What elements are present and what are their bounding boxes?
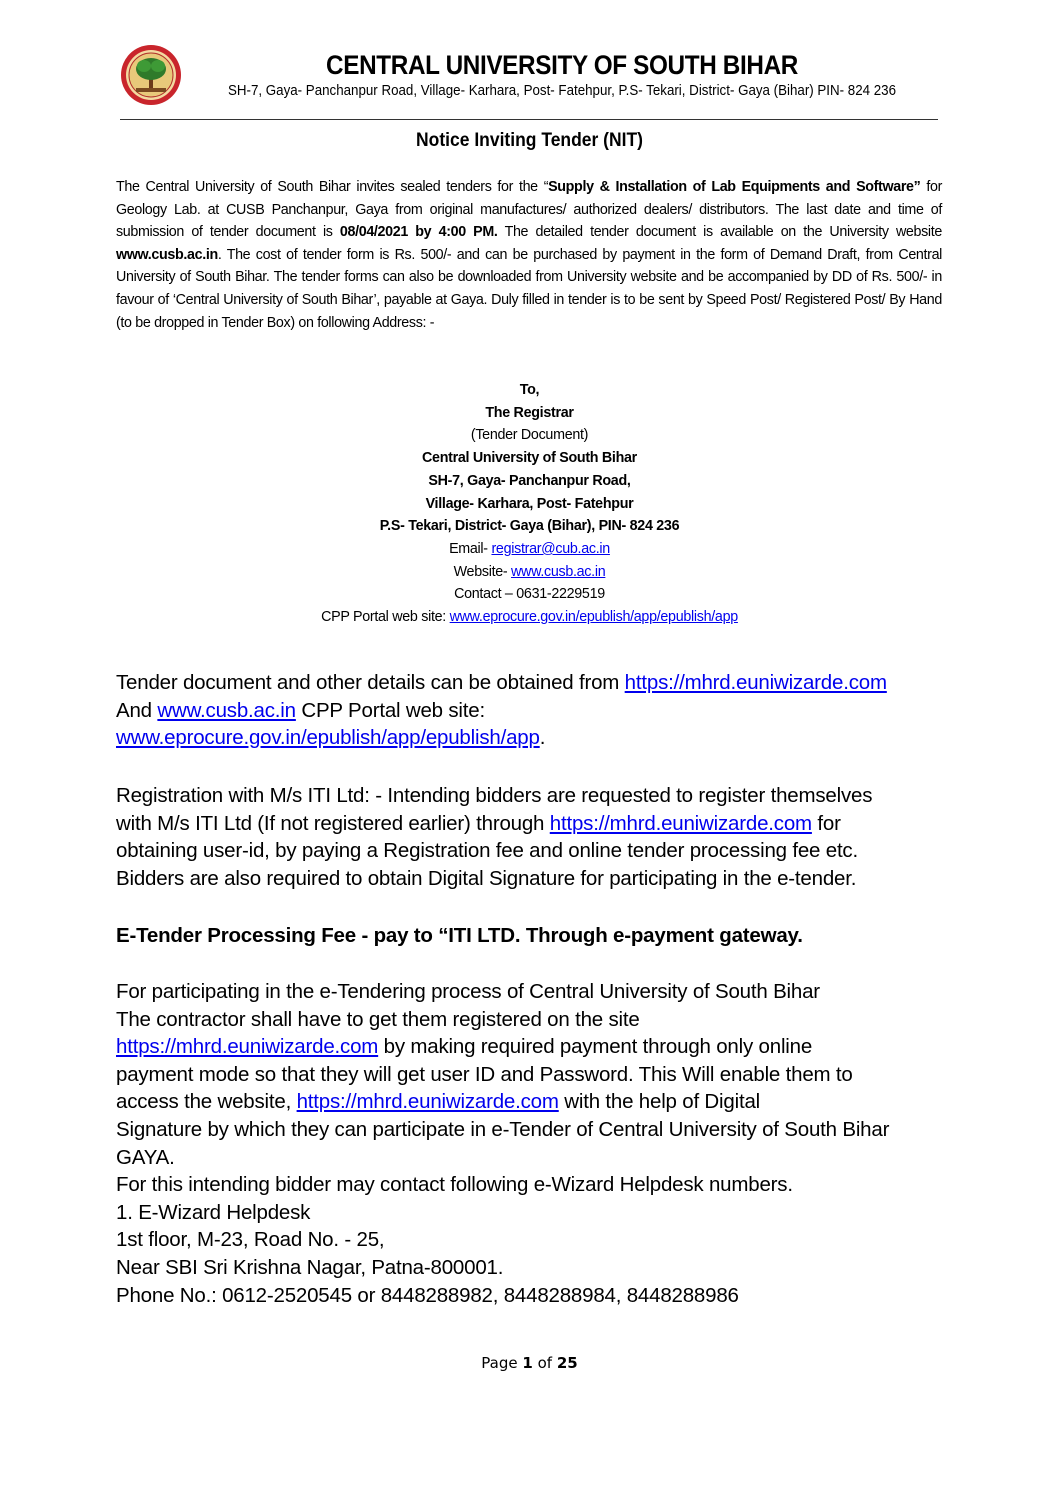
address-to: To, [519, 382, 540, 398]
address-email: Email- registrar@cub.ac.in [449, 540, 610, 557]
tender-item: Supply & Installation of Lab Equipments and Software” [548, 179, 921, 195]
website-link[interactable]: www.cusb.ac.in [511, 563, 606, 580]
university-logo [120, 44, 182, 106]
intro-paragraph: The Central University of South Bihar invites sealed tenders for the “Supply & Installation of Lab Equipments and Software” for Geology Lab. at CUSB Panchanpur, Gaya from original manufactures/ authorized dealers/ distributors. The last date and time of submission of tender document is 08/04/2021 by 4:00 PM. The detailed tender document is available on the University website www.cusb.ac.in. The cost of tender form is Rs. 500/- and can be purchased by payment in the form of Demand Draft, from Central University of South Bihar. The tender forms can also be downloaded from University website and be accompanied by DD of Rs. 500/- in favour of ‘Central University of South Bihar’, payable at Gaya. Duly filled in tender is to be sent by Speed Post/ Registered Post/ By Hand (to be dropped in Tender Box) on following Address: - [116, 179, 943, 331]
address-line1: SH-7, Gaya- Panchanpur Road, [428, 472, 631, 489]
address-line2: Village- Karhara, Post- Fatehpur [425, 495, 634, 512]
details-paragraph: Tender document and other details can be obtained from https://mhrd.euniwizarde.com And www.cusb.ac.in CPP Portal web site: www.eprocure.gov.in/epublish/app/epublish/app. [116, 671, 887, 750]
header-divider [120, 119, 938, 120]
address-line3: P.S- Tekari, District- Gaya (Bihar), PIN- 824 236 [379, 518, 680, 535]
euniwizarde-link[interactable]: https://mhrd.euniwizarde.com [549, 811, 812, 835]
registration-paragraph: Registration with M/s ITI Ltd: - Intending bidders are requested to register themselves with M/s ITI Ltd (If not registered earlier) through https://mhrd.euniwizarde.com for obtaining user-id, by paying a Registration fee and online tender processing fee etc. Bidders are also required to obtain Digital Signature for participating in the e-tender. [116, 784, 873, 890]
website-text: www.cusb.ac.in [116, 246, 218, 263]
registrar-address-block [0, 379, 1059, 629]
cusb-link[interactable]: www.cusb.ac.in [157, 698, 296, 722]
address-org: Central University of South Bihar [422, 450, 637, 467]
cpp-portal-link[interactable]: www.eprocure.gov.in/epublish/app/epublish/app [449, 609, 738, 626]
address-cpp: CPP Portal web site: www.eprocure.gov.in/epublish/app/epublish/app [321, 609, 738, 626]
address-website: Website- www.cusb.ac.in [453, 563, 606, 580]
address-registrar: The Registrar [485, 404, 574, 421]
participation-paragraph: For participating in the e-Tendering process of Central University of South Bihar The contractor shall have to get them registered on the site https://mhrd.euniwizarde.com by making required payment through only online payment mode so that they will get user ID and Password. This Will enable them to access the website, https://mhrd.euniwizarde.com with the help of Digital Signature by which they can participate in e-Tender of Central University of South Bihar GAYA. For this intending bidder may contact following e-Wizard Helpdesk numbers. 1. E-Wizard Helpdesk 1st floor, M-23, Road No. - 25, Near SBI Sri Krishna Nagar, Patna-800001. Phone No.: 0612-2520545 or 8448288982, 8448288984, 8448288986 [116, 980, 890, 1307]
page-number: Page 1 of 25 [481, 1354, 578, 1372]
euniwizarde-link[interactable]: https://mhrd.euniwizarde.com [296, 1090, 559, 1114]
university-name: CENTRAL UNIVERSITY OF SOUTH BIHAR [326, 50, 798, 80]
address-contact: Contact – 0631-2229519 [454, 586, 605, 603]
euniwizarde-link[interactable]: https://mhrd.euniwizarde.com [116, 1035, 379, 1059]
eprocure-link[interactable]: www.eprocure.gov.in/epublish/app/epublish/app [116, 726, 540, 750]
notice-title: Notice Inviting Tender (NIT) [416, 130, 643, 151]
address-tender-doc: (Tender Document) [470, 427, 589, 444]
university-address: SH-7, Gaya- Panchanpur Road, Village- Karhara, Post- Fatehpur, P.S- Tekari, District- Gaya (Bihar) PIN- 824 236 [227, 83, 897, 99]
fee-heading: E-Tender Processing Fee - pay to “ITI LTD. Through e-payment gateway. [116, 924, 803, 947]
deadline: 08/04/2021 by 4:00 PM. [339, 224, 498, 241]
euniwizarde-link[interactable]: https://mhrd.euniwizarde.com [624, 671, 887, 694]
email-link[interactable]: registrar@cub.ac.in [491, 540, 610, 557]
